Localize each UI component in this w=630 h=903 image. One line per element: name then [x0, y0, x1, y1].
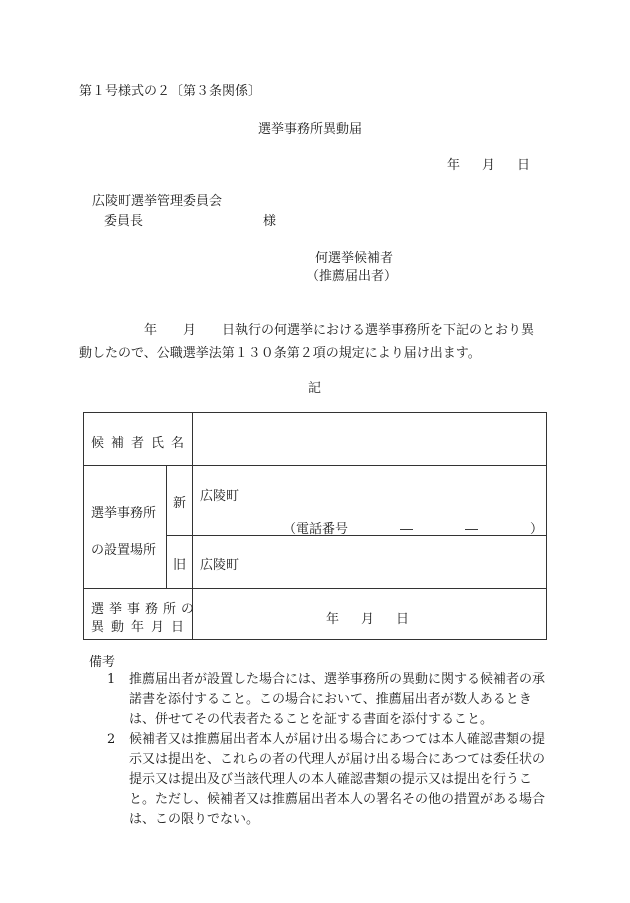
sender-candidate: 何選挙候補者	[315, 251, 394, 266]
ki-heading: 記	[308, 381, 322, 396]
document-title: 選挙事務所異動届	[258, 122, 363, 137]
submission-date	[447, 154, 530, 173]
body-line-1: 年 月 日執行の何選挙における選挙事務所を下記のとおり異	[79, 323, 535, 338]
new-address[interactable]: 広陵町	[200, 489, 240, 504]
table-divider	[84, 588, 546, 589]
candidate-name-label: 候補者氏名	[91, 436, 192, 451]
moved-date-label-2: 異動年月日	[91, 620, 192, 635]
date-year: 年	[447, 158, 461, 173]
form-table	[83, 412, 547, 640]
remark-text: 推薦届出者が設置した場合には、選挙事務所の異動に関する候補者の承諾書を添付すること。この場合において、推薦届出者が数人あるときは、併せてその代表者たることを証する書面を添付すること。	[129, 672, 546, 727]
old-address[interactable]: 広陵町	[200, 558, 240, 573]
moved-date-field[interactable]	[326, 608, 409, 627]
remark-number: 2	[107, 732, 116, 747]
phone-number-field[interactable]: （電話番号 ― ― ）	[283, 522, 544, 537]
body-line-2: 動したので、公職選挙法第１３０条第２項の規定により届け出ます。	[79, 346, 481, 361]
chair-title: 委員長	[104, 214, 144, 229]
remark-item	[107, 670, 552, 730]
old-label: 旧	[173, 558, 187, 573]
remark-item	[107, 730, 552, 830]
moved-day: 日	[396, 612, 410, 627]
addressee-committee: 広陵町選挙管理委員会	[92, 194, 223, 209]
moved-date-label: 選挙事務所の	[91, 602, 200, 617]
moved-year: 年	[326, 612, 340, 627]
office-location-label: 選挙事務所	[91, 506, 157, 521]
remark-number: 1	[107, 672, 116, 687]
date-day: 日	[517, 158, 531, 173]
body-paragraph	[79, 319, 549, 365]
moved-month: 月	[361, 612, 375, 627]
remarks-title: 備考	[89, 655, 116, 670]
office-location-label-2: の設置場所	[91, 543, 157, 558]
candidate-name-field[interactable]	[200, 423, 540, 457]
form-number: 第１号様式の２〔第３条関係〕	[79, 84, 262, 99]
honorific: 様	[263, 214, 277, 229]
addressee-chair	[104, 210, 277, 229]
remark-text: 候補者又は推薦届出者本人が届け出る場合にあつては本人確認書類の提示又は提出を、これらの者の代理人が届け出る場合にあつては委任状の提示又は提出及び当該代理人の本人確認書類の提示又は提出を行うこと。ただし、候補者又は推薦届出者本人の署名その他の措置がある場合は、この限りでない。	[129, 732, 546, 827]
table-divider	[166, 465, 167, 588]
table-divider	[84, 465, 546, 466]
date-month: 月	[482, 158, 496, 173]
sender-recommender: （推薦届出者）	[306, 269, 398, 284]
new-label: 新	[173, 496, 187, 511]
